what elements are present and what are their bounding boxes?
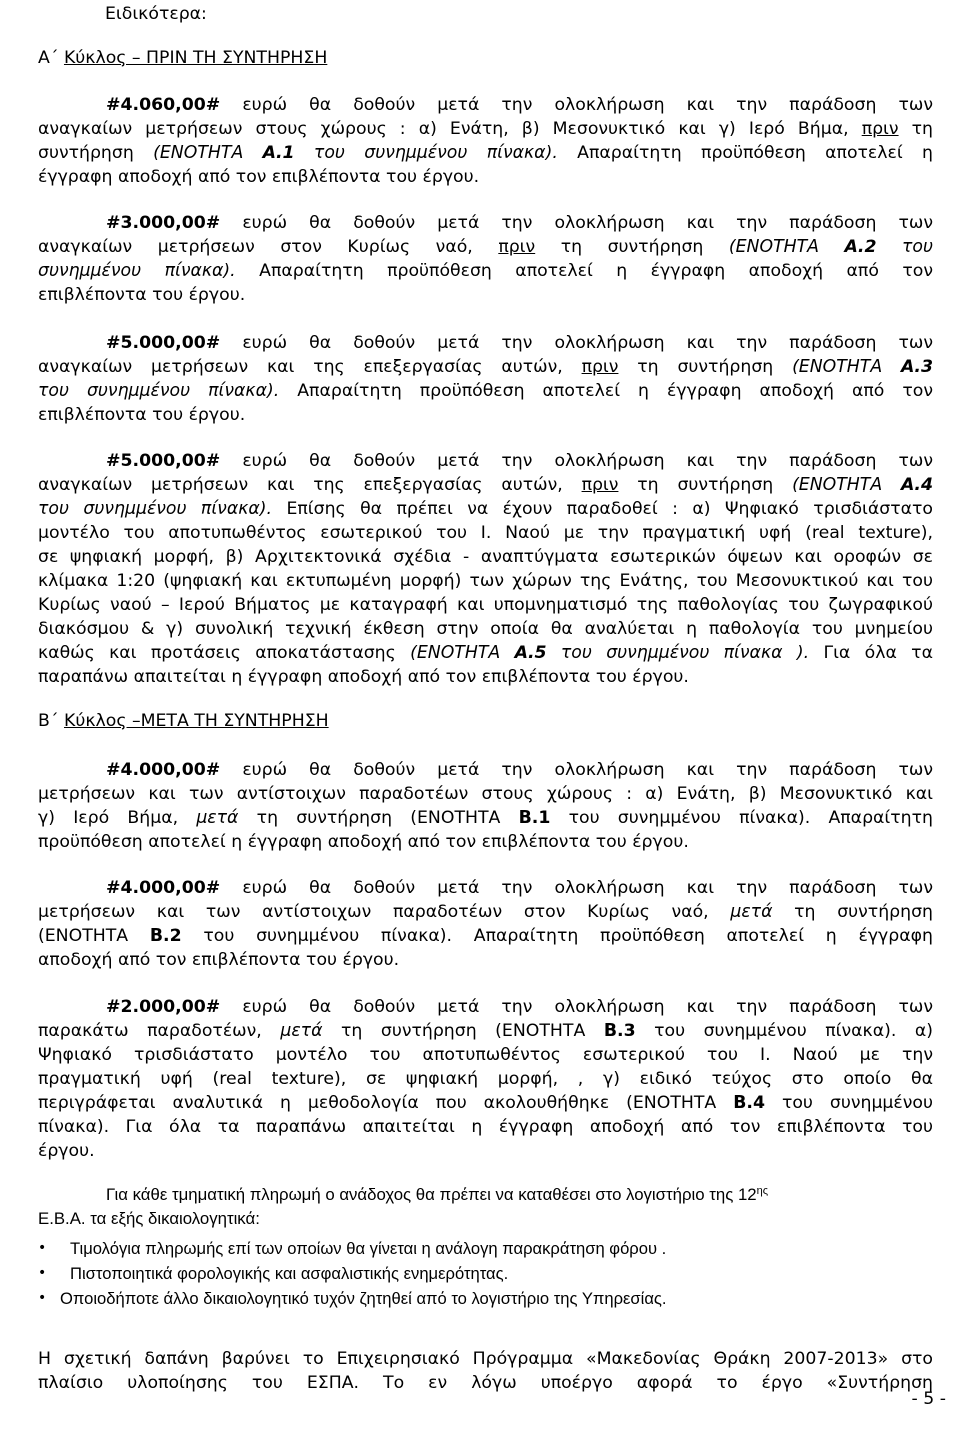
- amount: #4.060,00#: [106, 95, 221, 115]
- paragraph-line: πραγματική υφή (real texture), σε ψηφιακή μορφή, , γ) ειδικό τεύχος στο οποίο θα: [38, 1069, 933, 1089]
- amount: #4.000,00#: [106, 760, 221, 780]
- payment-item-7: [38, 995, 933, 1163]
- text-run: ευρώ θα δοθούν μετά την ολοκλήρωση και την παράδοση των: [220, 878, 933, 898]
- superscript: ης: [756, 1185, 769, 1197]
- cycle-a-heading: [38, 46, 327, 70]
- underlined-text: πριν: [498, 237, 536, 257]
- italic-text: (ΕΝΟΤΗΤΑ: [410, 643, 515, 663]
- bullet-item: Τιμολόγια πληρωμής επί των οποίων θα γίνεται η ανάλογη παρακράτηση φόρου .: [70, 1239, 667, 1258]
- paragraph-line: [38, 379, 933, 403]
- paragraph-line: [38, 900, 933, 924]
- paragraph-line: [38, 235, 933, 259]
- paragraph-line: [38, 1091, 933, 1115]
- text-run: αναγκαίων μετρήσεων στον Κυρίως ναό,: [38, 237, 499, 257]
- text-run: γ) Ιερό Βήμα,: [38, 808, 197, 828]
- paragraph-line: επιβλέποντα του έργου.: [38, 285, 246, 305]
- text-run: του συνημμένου πίνακα). Απαραίτητη προϋπόθεση αποτελεί η έγγραφη: [181, 926, 933, 946]
- bullet-item: Οποιοδήποτε άλλο δικαιολογητικό τυχόν ζητηθεί από το λογιστήριο της Υπηρεσίας.: [60, 1289, 667, 1308]
- italic-text: (ΕΝΟΤΗΤΑ: [792, 357, 902, 377]
- payment-item-5: [38, 758, 933, 854]
- text-run: ευρώ θα δοθούν μετά την ολοκλήρωση και την παράδοση των: [220, 213, 933, 233]
- text-run: τη συντήρηση: [618, 357, 793, 377]
- bullet-icon: •: [38, 1265, 47, 1281]
- text-run: καθώς και προτάσεις αποκατάστασης: [38, 643, 411, 663]
- amount: #4.000,00#: [106, 878, 221, 898]
- paragraph-line: [38, 211, 933, 235]
- paragraph-line: [38, 497, 933, 521]
- cycle-b-prefix: Β΄: [38, 711, 64, 731]
- paragraph-line: [38, 641, 933, 665]
- payment-item-2: [38, 211, 933, 307]
- text-run: περιγράφεται αναλυτικά η μεθοδολογία που ακολουθήθηκε (ΕΝΟΤΗΤΑ: [38, 1093, 734, 1113]
- text-run: του συνημμένου πίνακα). Απαραίτητη: [550, 808, 933, 828]
- funding-note: [38, 1347, 933, 1395]
- section-ref: Α.1: [262, 143, 295, 163]
- amount: #5.000,00#: [106, 333, 221, 353]
- paragraph-line: Κυρίως ναού – Ιερού Βήματος με καταγραφή και υπομνηματισμό της παθολογίας του ζωγραφικού: [38, 595, 933, 615]
- cycle-b-title: Κύκλος –ΜΕΤΑ ΤΗ ΣΥΝΤΗΡΗΣΗ: [64, 711, 329, 731]
- text-run: αναγκαίων μετρήσεων και της επεξεργασίας αυτών,: [38, 357, 582, 377]
- paragraph-line: κλίμακα 1:20 (ψηφιακή και εκτυπωμένη μορφή) των χώρων της Ενάτης, του Μεσονυκτικού και του: [38, 571, 933, 591]
- cycle-b-heading: [38, 709, 329, 733]
- text-run: του συνημμένου πίνακα). α): [635, 1021, 934, 1041]
- text-run: ευρώ θα δοθούν μετά την ολοκλήρωση και την παράδοση των: [220, 760, 933, 780]
- paragraph-line: [38, 1019, 933, 1043]
- text-run: (ΕΝΟΤΗΤΑ: [38, 926, 150, 946]
- text-run: Απαραίτητη προϋπόθεση αποτελεί η έγγραφη αποδοχή από τον: [235, 261, 933, 281]
- text-run: ευρώ θα δοθούν μετά την ολοκλήρωση και την παράδοση των: [220, 333, 933, 353]
- italic-text: μετά: [730, 902, 773, 922]
- section-ref: Β.1: [518, 808, 551, 828]
- italic-text: (ΕΝΟΤΗΤΑ: [792, 475, 902, 495]
- section-ref: Α.5: [514, 643, 547, 663]
- text-run: Για όλα τα: [809, 643, 933, 663]
- paragraph-line: [38, 876, 933, 900]
- text-run: τη συντήρηση: [772, 902, 933, 922]
- underlined-text: πριν: [581, 357, 619, 377]
- underlined-text: πριν: [581, 475, 619, 495]
- payment-requirements: [38, 1183, 933, 1231]
- cycle-a-title: Κύκλος – ΠΡΙΝ ΤΗ ΣΥΝΤΗΡΗΣΗ: [63, 48, 328, 68]
- text-run: ευρώ θα δοθούν μετά την ολοκλήρωση και την παράδοση των: [220, 451, 933, 471]
- paragraph-line: μετρήσεων και των αντίστοιχων παραδοτέων στους χώρους : α) Ενάτη, β) Μεσονυκτικό και: [38, 784, 933, 804]
- text-run: μετρήσεων και των αντίστοιχων παραδοτέων στον Κυρίως ναό,: [38, 902, 731, 922]
- italic-text: μετά: [196, 808, 239, 828]
- payment-item-4: [38, 449, 933, 689]
- text-run: τη συντήρηση (ΕΝΟΤΗΤΑ: [238, 808, 519, 828]
- paragraph-line: [38, 924, 933, 948]
- section-ref: Α.2: [844, 237, 877, 257]
- text-run: τη συντήρηση: [535, 237, 729, 257]
- paragraph-line: μοντέλο του αποτυπωθέντος εσωτερικού του Ι. Ναού με την πραγματική υφή (real texture),: [38, 523, 933, 543]
- text-run: Επίσης θα πρέπει να έχουν παραδοθεί : α) Ψηφιακό τρισδιάστατο: [272, 499, 934, 519]
- paragraph-line: Η σχετική δαπάνη βαρύνει το Επιχειρησιακό Πρόγραμμα «Μακεδονίας Θράκη 2007-2013» στο: [38, 1349, 933, 1369]
- section-ref: Β.4: [733, 1093, 765, 1113]
- page-number: - 5 -: [911, 1389, 946, 1409]
- italic-text: του συνημμένου πίνακα).: [294, 143, 558, 163]
- italic-text: συνημμένου πίνακα).: [38, 261, 236, 281]
- paragraph-line: [38, 141, 933, 165]
- text-run: παρακάτω παραδοτέων,: [38, 1021, 281, 1041]
- paragraph-line: [38, 259, 933, 283]
- text-run: τη συντήρηση: [618, 475, 793, 495]
- paragraph-line: Ψηφιακό τρισδιάστατο μοντέλο του αποτυπωθέντος εσωτερικού του Ι. Ναού με την: [38, 1045, 933, 1065]
- section-ref: Α.4: [901, 475, 933, 495]
- paragraph-line: [38, 473, 933, 497]
- italic-text: του συνημμένου πίνακα).: [38, 499, 273, 519]
- italic-text: (ΕΝΟΤΗΤΑ: [153, 143, 263, 163]
- italic-text: του: [876, 237, 933, 257]
- paragraph-line: προϋπόθεση αποτελεί η έγγραφη αποδοχή από τον επιβλέποντα του έργου.: [38, 832, 689, 852]
- paragraph-line: πίνακα). Για όλα τα παραπάνω απαιτείται η έγγραφη αποδοχή από τον επιβλέποντα του: [38, 1117, 933, 1137]
- text-run: Για κάθε τμηματική πληρωμή ο ανάδοχος θα πρέπει να καταθέσει στο λογιστήριο της 12: [106, 1185, 757, 1204]
- paragraph-line: [38, 449, 933, 473]
- paragraph-line: [38, 331, 933, 355]
- paragraph-line: [38, 355, 933, 379]
- paragraph-line: σε ψηφιακή μορφή, β) Αρχιτεκτονικά σχέδια - αναπτύγματα εσωτερικών όψεων και οροφών σε: [38, 547, 933, 567]
- amount: #5.000,00#: [106, 451, 221, 471]
- payment-item-6: [38, 876, 933, 972]
- section-ref: Β.2: [149, 926, 182, 946]
- paragraph-line: [38, 758, 933, 782]
- text-run: αναγκαίων μετρήσεων και της επεξεργασίας αυτών,: [38, 475, 582, 495]
- section-ref: Α.3: [901, 357, 933, 377]
- paragraph-line: επιβλέποντα του έργου.: [38, 405, 246, 425]
- text-run: του συνημμένου: [764, 1093, 933, 1113]
- paragraph-line: έργου.: [38, 1141, 95, 1161]
- section-ref: Β.3: [603, 1021, 636, 1041]
- text-run: συντήρηση: [38, 143, 154, 163]
- paragraph-line: [38, 1183, 933, 1207]
- underlined-text: πριν: [861, 119, 899, 139]
- text-run: τη: [898, 119, 933, 139]
- text-run: ευρώ θα δοθούν μετά την ολοκλήρωση και την παράδοση των: [220, 95, 933, 115]
- text-run: ευρώ θα δοθούν μετά την ολοκλήρωση και την παράδοση των: [220, 997, 933, 1017]
- text-run: αναγκαίων μετρήσεων στους χώρους : α) Ενάτη, β) Μεσονυκτικό και γ) Ιερό Βήμα,: [38, 119, 862, 139]
- amount: #3.000,00#: [106, 213, 221, 233]
- bullet-item: Πιστοποιητικά φορολογικής και ασφαλιστικής ενημερότητας.: [70, 1264, 509, 1283]
- paragraph-line: έγγραφη αποδοχή από τον επιβλέποντα του έργου.: [38, 167, 480, 187]
- italic-text: (ΕΝΟΤΗΤΑ: [728, 237, 845, 257]
- payment-item-3: [38, 331, 933, 427]
- paragraph-line: [38, 93, 933, 117]
- bullet-icon: •: [38, 1240, 47, 1256]
- payment-item-1: [38, 93, 933, 189]
- bullet-icon: •: [38, 1290, 47, 1306]
- paragraph-line: διακόσμου & γ) συνολική τεχνική έκθεση στην οποία θα αναλύεται η παθολογία του μνημείου: [38, 619, 933, 639]
- paragraph-line: [38, 995, 933, 1019]
- italic-text: του συνημμένου πίνακα).: [38, 381, 280, 401]
- text-run: τη συντήρηση (ΕΝΟΤΗΤΑ: [322, 1021, 604, 1041]
- text-run: Απαραίτητη προϋπόθεση αποτελεί η έγγραφη αποδοχή από τον: [279, 381, 933, 401]
- paragraph-line: [38, 806, 933, 830]
- paragraph-line: πλαίσιο υλοποίησης του ΕΣΠΑ. Το εν λόγω υποέργο αφορά το έργο «Συντήρηση: [38, 1373, 933, 1393]
- amount: #2.000,00#: [106, 997, 221, 1017]
- italic-text: μετά: [280, 1021, 323, 1041]
- paragraph-line: παραπάνω απαιτείται η έγγραφη αποδοχή από τον επιβλέποντα του έργου.: [38, 667, 689, 687]
- cycle-a-prefix: Α΄: [38, 48, 64, 68]
- paragraph-line: [38, 117, 933, 141]
- section-heading: Ειδικότερα:: [105, 4, 207, 24]
- paragraph-line: Ε.Β.Α. τα εξής δικαιολογητικά:: [38, 1209, 260, 1228]
- italic-text: του συνημμένου πίνακα ).: [546, 643, 810, 663]
- text-run: Απαραίτητη προϋπόθεση αποτελεί η: [557, 143, 933, 163]
- paragraph-line: αποδοχή από τον επιβλέποντα του έργου.: [38, 950, 400, 970]
